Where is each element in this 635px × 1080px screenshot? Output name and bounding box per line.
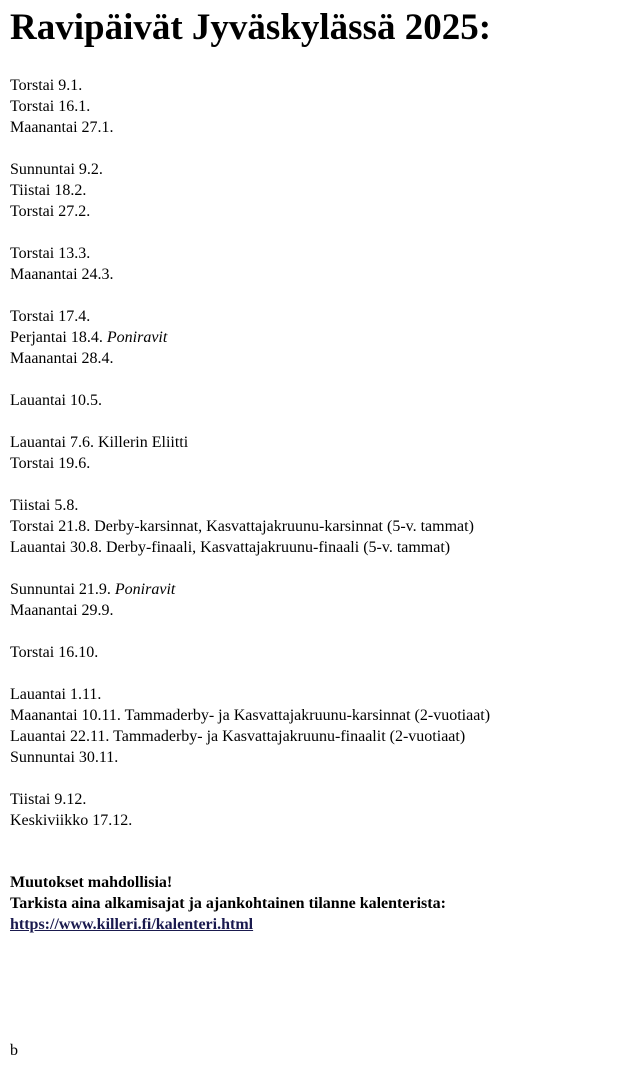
race-day-event-note: Tammaderby- ja Kasvattajakruunu-karsinnat (2-vuotiaat): [124, 707, 491, 724]
race-day-entry: [10, 117, 625, 138]
month-group: [10, 495, 625, 558]
race-day-date: Maanantai 27.1.: [10, 119, 114, 136]
race-day-date: Lauantai 7.6.: [10, 434, 94, 451]
race-day-date: Maanantai 28.4.: [10, 350, 114, 367]
race-day-schedule: [10, 75, 625, 831]
race-day-date: Torstai 16.1.: [10, 98, 91, 115]
page-content: [10, 0, 625, 852]
month-group: [10, 684, 625, 768]
month-group: [10, 642, 625, 663]
notice-line-changes: Muutokset mahdollisia!: [10, 874, 173, 891]
race-day-date: Lauantai 22.11.: [10, 728, 110, 745]
race-day-entry: [10, 306, 625, 327]
race-day-event-note: Poniravit: [114, 581, 176, 598]
race-day-entry: [10, 390, 625, 411]
month-group: [10, 390, 625, 411]
race-day-date: Keskiviikko 17.12.: [10, 812, 133, 829]
race-day-date: Torstai 17.4.: [10, 308, 91, 325]
race-day-date: Sunnuntai 21.9.: [10, 581, 111, 598]
race-day-entry: [10, 747, 625, 768]
race-day-entry: [10, 810, 625, 831]
race-day-date: Sunnuntai 9.2.: [10, 161, 103, 178]
race-day-date: Maanantai 10.11.: [10, 707, 121, 724]
race-day-date: Torstai 21.8.: [10, 518, 91, 535]
month-group: [10, 159, 625, 222]
race-day-date: Torstai 16.10.: [10, 644, 99, 661]
race-day-entry: [10, 432, 625, 453]
race-day-date: Torstai 9.1.: [10, 77, 83, 94]
race-day-entry: [10, 348, 625, 369]
calendar-link[interactable]: https://www.killeri.fi/kalenteri.html: [10, 916, 254, 933]
race-day-date: Tiistai 9.12.: [10, 791, 87, 808]
race-day-entry: [10, 789, 625, 810]
race-day-entry: [10, 453, 625, 474]
race-day-entry: [10, 705, 625, 726]
race-day-entry: [10, 600, 625, 621]
race-day-entry: [10, 327, 625, 348]
race-day-date: Torstai 27.2.: [10, 203, 91, 220]
race-day-event-note: Tammaderby- ja Kasvattajakruunu-finaalit (2-vuotiaat): [113, 728, 466, 745]
race-day-date: Lauantai 10.5.: [10, 392, 102, 409]
race-day-event-note: Poniravit: [106, 329, 168, 346]
month-group: [10, 306, 625, 369]
race-day-date: Lauantai 30.8.: [10, 539, 102, 556]
race-day-event-note: Killerin Eliitti: [97, 434, 189, 451]
race-day-entry: [10, 159, 625, 180]
race-day-date: Torstai 13.3.: [10, 245, 91, 262]
footer-text: b: [10, 1042, 18, 1059]
race-day-entry: [10, 180, 625, 201]
race-day-entry: [10, 96, 625, 117]
race-day-entry: [10, 579, 625, 600]
race-day-date: Maanantai 24.3.: [10, 266, 114, 283]
race-day-entry: [10, 537, 625, 558]
race-day-entry: [10, 726, 625, 747]
page-title: Ravipäivät Jyväskylässä 2025:: [10, 7, 492, 48]
race-day-entry: [10, 264, 625, 285]
race-day-date: Lauantai 1.11.: [10, 686, 102, 703]
race-day-date: Maanantai 29.9.: [10, 602, 114, 619]
race-day-date: Perjantai 18.4.: [10, 329, 103, 346]
month-group: [10, 579, 625, 621]
race-day-entry: [10, 75, 625, 96]
month-group: [10, 432, 625, 474]
race-day-date: Tiistai 18.2.: [10, 182, 87, 199]
race-day-entry: [10, 642, 625, 663]
race-day-date: Torstai 19.6.: [10, 455, 91, 472]
race-day-entry: [10, 684, 625, 705]
month-group: [10, 243, 625, 285]
race-day-date: Sunnuntai 30.11.: [10, 749, 119, 766]
race-day-entry: [10, 201, 625, 222]
race-day-event-note: Derby-finaali, Kasvattajakruunu-finaali (5-v. tammat): [105, 539, 451, 556]
race-day-entry: [10, 243, 625, 264]
month-group: [10, 75, 625, 138]
race-day-entry: [10, 516, 625, 537]
race-day-date: Tiistai 5.8.: [10, 497, 79, 514]
month-group: [10, 789, 625, 831]
race-day-event-note: Derby-karsinnat, Kasvattajakruunu-karsinnat (5-v. tammat): [94, 518, 474, 535]
notice-line-check-calendar: Tarkista aina alkamisajat ja ajankohtainen tilanne kalenterista:: [10, 895, 446, 912]
change-notice: [10, 872, 446, 935]
race-day-entry: [10, 495, 625, 516]
